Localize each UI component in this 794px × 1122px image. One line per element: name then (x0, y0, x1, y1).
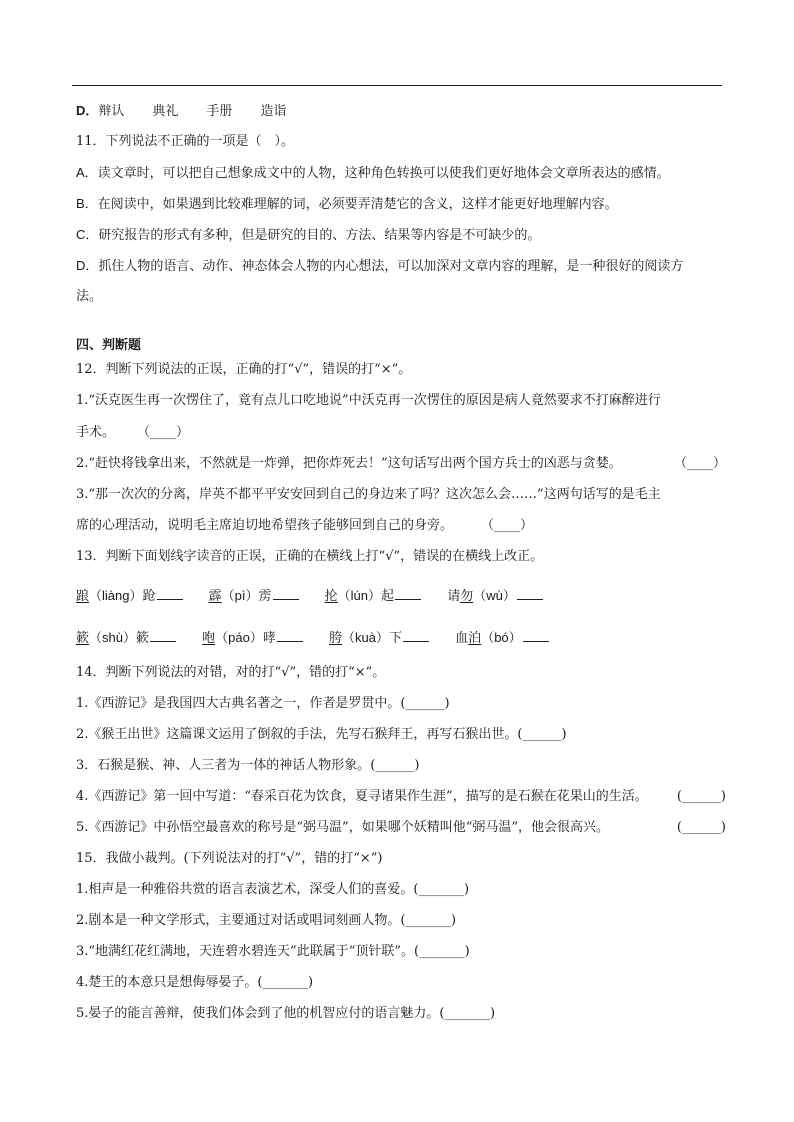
option-label: D． (76, 103, 99, 118)
q15-item-1 (76, 882, 726, 898)
char: 请 (447, 589, 461, 604)
q13-row-2 (76, 629, 726, 647)
section-title (76, 338, 726, 354)
q12-item-3-cont (76, 518, 726, 534)
word: 造诣 (260, 104, 287, 119)
item-text: 2.《猴王出世》这篇课文运用了倒叙的手法，先写石猴拜王，再写石猴出世。 (76, 727, 518, 742)
pinyin: （lún） (337, 588, 382, 603)
q14-item-5 (76, 820, 726, 836)
char: 跄 (142, 589, 156, 604)
q14-stem (76, 665, 726, 681)
underlined-char: 霹 (208, 589, 222, 604)
item-text: 席的心理活动，说明毛主席迫切地希望孩子能够回到自己的身旁。 (76, 518, 454, 533)
answer-line[interactable] (403, 629, 429, 642)
section-heading: 四、判断题 (76, 338, 142, 353)
pinyin-item (202, 631, 303, 646)
q12-item-2 (76, 456, 726, 472)
underlined-char: 咆 (202, 631, 216, 646)
option-text: 法。 (76, 289, 103, 304)
q12-item-3 (76, 487, 726, 503)
word: 手册 (206, 104, 233, 119)
answer-blank[interactable]: (_______) (413, 882, 470, 897)
option-label: B． (76, 196, 98, 211)
item-text: 3.“地满红花红满地，天连碧水碧连天”此联属于“顶针联”。 (76, 944, 414, 959)
q11-option-b (76, 196, 726, 213)
option-text: 读文章时，可以把自己想象成文中的人物，这种角色转换可以使我们更好地体会文章所表达的感情。 (97, 166, 670, 181)
question-text: 11．下列说法不正确的一项是（ ）。 (76, 134, 295, 149)
pinyin: （kuà） (342, 630, 389, 645)
q14-item-1 (76, 696, 726, 712)
answer-blank[interactable]: （____） (481, 518, 534, 533)
pinyin-item (209, 589, 299, 604)
option-label: C． (76, 227, 99, 242)
char: 起 (381, 589, 395, 604)
answer-blank[interactable]: (_______) (257, 975, 314, 990)
char: 血 (455, 631, 469, 646)
option-text: 在阅读中，如果遇到比较难理解的词，必须要弄清楚它的含义，这样才能更好地理解内容。 (97, 197, 618, 212)
q10-option-d (76, 103, 726, 120)
word: 典礼 (152, 104, 179, 119)
answer-line[interactable] (523, 629, 549, 642)
question-text: 14．判断下列说法的对错，对的打“√”，错的打“×”。 (76, 665, 386, 680)
q11-option-c (76, 227, 726, 244)
item-text: 4.《西游记》第一回中写道：“春采百花为饮食，夏寻诸果作生涯”，描写的是石猴在花果山的生活。 (76, 789, 648, 804)
q15-item-2 (76, 913, 726, 929)
word: 辩认 (98, 104, 125, 119)
q15-stem (76, 851, 726, 867)
item-text: 2.剧本是一种文学形式，主要通过对话或唱词刻画人物。 (76, 913, 401, 928)
answer-blank[interactable]: （____） (673, 456, 726, 471)
item-text: 1.《西游记》是我国四大古典名著之一，作者是罗贯中。 (76, 696, 401, 711)
item-text: 2.“赶快将钱拿出来，不然就是一炸弹，把你炸死去！”这句话写出两个国方兵士的凶恶与贪婪。 (76, 456, 622, 471)
item-text: 5.晏子的能言善辩，使我们体会到了他的机智应付的语言魅力。 (76, 1006, 440, 1021)
option-text: 抓住人物的语言、动作、神态体会人物的内心想法，可以加深对文章内容的理解，是一种很好的阅读方 (98, 259, 684, 274)
question-text: 15．我做小裁判。(下列说法对的打“√”，错的打“×”) (76, 851, 383, 866)
answer-line[interactable] (517, 587, 543, 600)
question-text: 13．判断下面划线字读音的正误，正确的在横线上打“√”，错误的在横线上改正。 (76, 549, 544, 564)
underlined-char: 踉 (76, 589, 90, 604)
pinyin: （wù） (473, 588, 516, 603)
char: 簌 (135, 631, 149, 646)
answer-blank[interactable]: (______) (400, 696, 450, 711)
answer-blank[interactable]: （____） (137, 425, 190, 440)
pinyin: （shù） (89, 630, 136, 645)
answer-blank[interactable]: (______) (517, 727, 567, 742)
underlined-char: 勿 (460, 589, 474, 604)
item-text: 3．石猴是猴、神、人三者为一体的神话人物形象。 (76, 758, 371, 773)
answer-blank[interactable]: (______) (370, 758, 420, 773)
pinyin: （liàng） (89, 588, 143, 603)
q11-option-a (76, 165, 726, 182)
q14-item-3 (76, 758, 726, 774)
option-label: D． (76, 258, 99, 273)
underlined-char: 泊 (468, 631, 482, 646)
header-rule (72, 85, 722, 86)
pinyin: （páo） (215, 630, 263, 645)
item-text: 1.相声是一种雅俗共赏的语言表演艺术，深受人们的喜爱。 (76, 882, 414, 897)
answer-line[interactable] (277, 629, 303, 642)
pinyin-item (76, 631, 176, 646)
answer-line[interactable] (157, 587, 183, 600)
answer-blank[interactable]: (______) (676, 820, 726, 835)
underlined-char: 抡 (324, 589, 338, 604)
answer-blank[interactable]: (_______) (400, 913, 457, 928)
answer-blank[interactable]: (_______) (414, 944, 470, 959)
item-text: 5.《西游记》中孙悟空最喜欢的称号是“弼马温”，如果哪个妖精叫他“弼马温”，他会很高兴。 (76, 820, 609, 835)
item-text: 3.“那一次次的分离，岸英不都平平安安回到自己的身边来了吗？这次怎么会……”这两句话写的是毛主 (76, 487, 661, 502)
q14-item-2 (76, 727, 726, 743)
item-text: 4.楚王的本意只是想侮辱晏子。 (76, 975, 258, 990)
question-text: 12．判断下列说法的正误，正确的打“√”，错误的打“×”。 (76, 362, 412, 377)
char: 哮 (262, 631, 276, 646)
answer-line[interactable] (395, 587, 421, 600)
char: 下 (389, 631, 403, 646)
option-label: A． (76, 165, 98, 180)
q12-item-1-cont (76, 425, 726, 441)
answer-line[interactable] (273, 587, 299, 600)
underlined-char: 胯 (329, 631, 343, 646)
q12-stem (76, 362, 726, 378)
q11-stem (76, 134, 726, 150)
q14-item-4 (76, 789, 726, 805)
answer-blank[interactable]: (______) (676, 789, 726, 804)
q15-item-3 (76, 944, 726, 960)
q15-item-4 (76, 975, 726, 991)
char: 雳 (258, 589, 272, 604)
pinyin: （pì） (221, 588, 259, 603)
pinyin-item (455, 631, 549, 646)
q11-option-d-cont (76, 289, 726, 305)
pinyin-item (447, 589, 543, 604)
q13-row-1 (76, 587, 726, 605)
pinyin-item (76, 589, 183, 604)
underlined-char: 簌 (76, 631, 90, 646)
q13-stem (76, 549, 726, 565)
q11-option-d (76, 258, 726, 275)
option-text: 研究报告的形式有多种，但是研究的目的、方法、结果等内容是不可缺少的。 (98, 228, 541, 243)
pinyin: （bó） (481, 630, 522, 645)
answer-blank[interactable]: (_______) (439, 1006, 496, 1021)
answer-line[interactable] (150, 629, 176, 642)
item-text: 手术。 (76, 425, 116, 440)
item-text: 1.“沃克医生再一次愣住了，竟有点儿口吃地说”中沃克再一次愣住的原因是病人竟然要求不打麻醉进行 (76, 393, 661, 408)
q15-item-5 (76, 1006, 726, 1022)
q12-item-1 (76, 393, 726, 409)
pinyin-item (325, 589, 421, 604)
pinyin-item (329, 631, 429, 646)
